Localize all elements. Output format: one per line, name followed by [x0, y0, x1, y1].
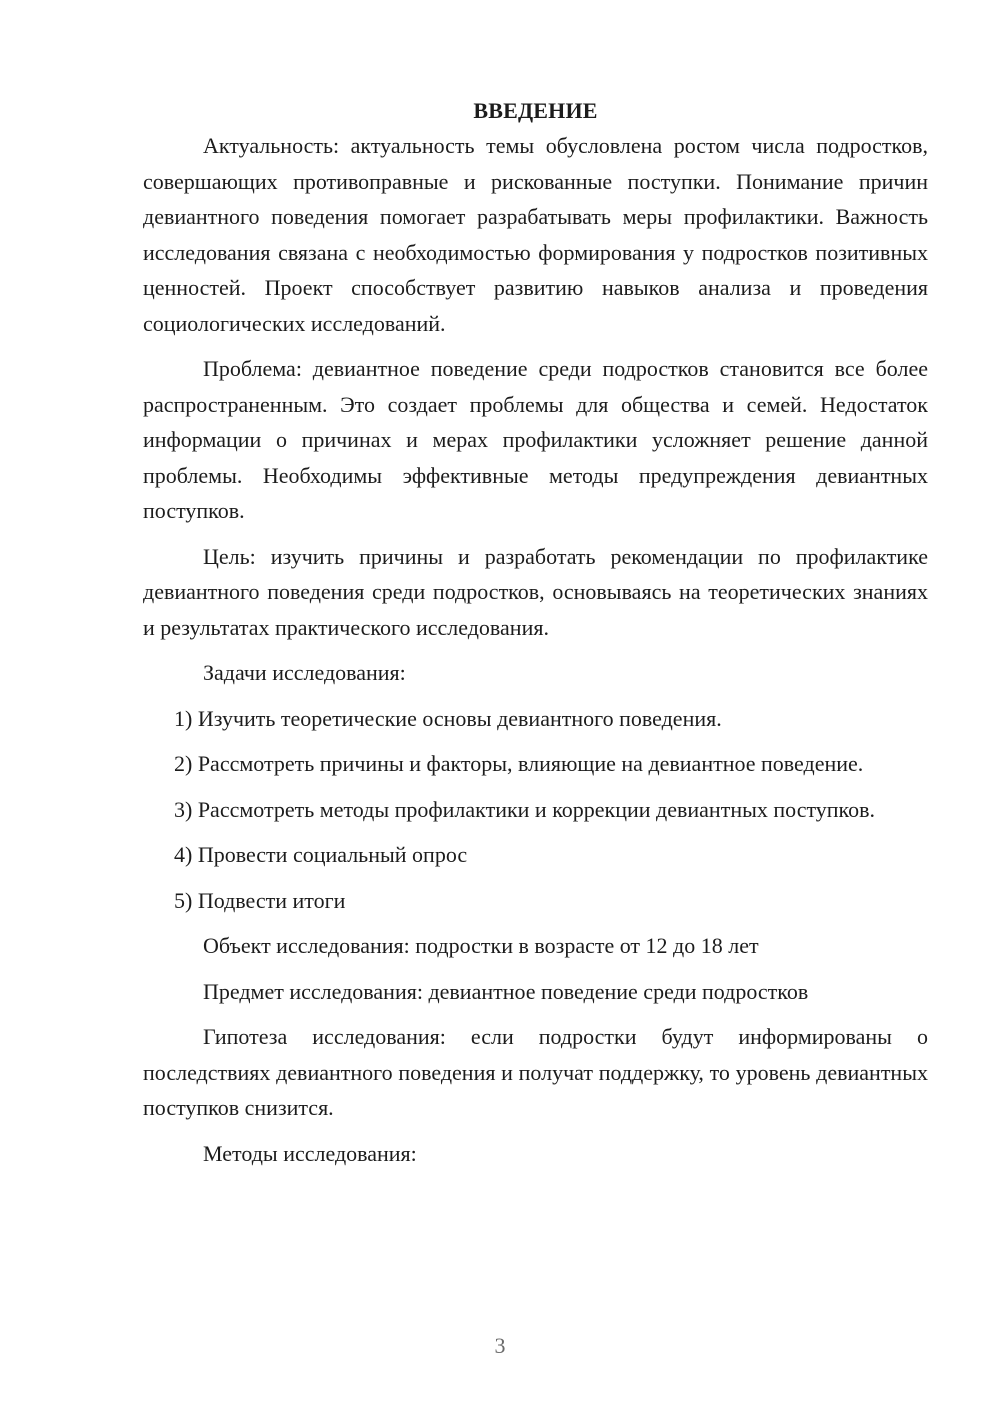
document-page	[143, 93, 928, 1181]
task-item-5: 5) Подвести итоги	[174, 887, 346, 913]
paragraph-object: Объект исследования: подростки в возрасте от 12 до 18 лет	[203, 933, 759, 958]
task-item-4: 4) Провести социальный опрос	[174, 842, 468, 867]
page-number: 3	[494, 1333, 506, 1358]
task-item-2: 2) Рассмотреть причины и факторы, влияющие на девиантное поведение.	[174, 751, 864, 776]
paragraph-hypothesis: Гипотеза исследования: если подростки будут информированы о последствиях девиантного поведения и получат поддержку, то уровень девиантных поступков снизится.	[143, 1024, 928, 1120]
section-title: ВВЕДЕНИЕ	[473, 98, 598, 123]
methods-heading: Методы исследования:	[203, 1140, 417, 1166]
tasks-heading: Задачи исследования:	[203, 660, 406, 685]
paragraph-subject: Предмет исследования: девиантное поведение среди подростков	[203, 978, 809, 1004]
paragraph-problem: Проблема: девиантное поведение среди подростков становится все более распространенным. Это создает проблемы для общества и семей. Недостаток информации о причинах и мерах профилактики усложняет решение данной проблемы. Необходимы эффективные методы предупреждения девиантных поступков.	[143, 356, 928, 523]
paragraph-relevance: Актуальность: актуальность темы обусловлена ростом числа подростков, совершающих противоправные и рискованные поступки. Понимание причин девиантного поведения помогает разрабатывать меры профилактики. Важность исследования связана с необходимостью формирования у подростков позитивных ценностей. Проект способствует развитию навыков анализа и проведения социологических исследований.	[143, 133, 928, 336]
task-item-1: 1) Изучить теоретические основы девиантного поведения.	[174, 705, 722, 731]
paragraph-goal: Цель: изучить причины и разработать рекомендации по профилактике девиантного поведения среди подростков, основываясь на теоретических знаниях и результатах практического исследования.	[143, 543, 928, 640]
task-item-3: 3) Рассмотреть методы профилактики и коррекции девиантных поступков.	[174, 796, 876, 822]
